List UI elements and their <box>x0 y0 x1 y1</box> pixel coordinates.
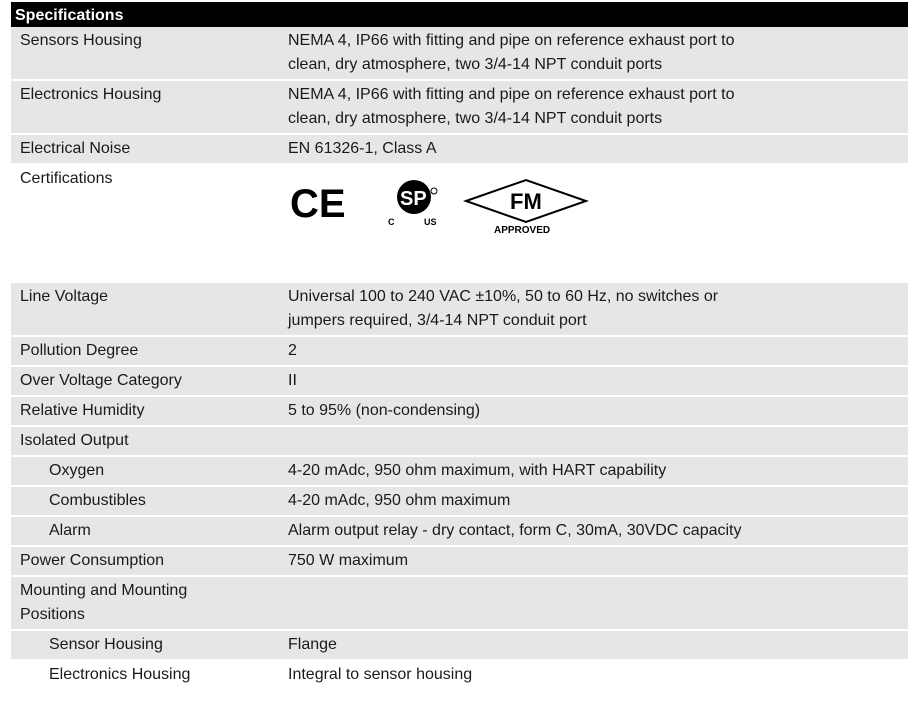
table-row <box>11 457 908 487</box>
row-label: Over Voltage Category <box>20 372 182 389</box>
certification-logos <box>288 177 908 235</box>
row-value <box>275 165 908 281</box>
row-value <box>275 577 908 629</box>
row-value: 5 to 95% (non-condensing) <box>288 402 481 419</box>
row-value: 750 W maximum <box>288 552 409 569</box>
ce-mark-icon <box>288 177 348 227</box>
row-value: NEMA 4, IP66 with fitting and pipe on reference exhaust port to clean, dry atmosphere, two 3/4-14 NPT conduit ports <box>288 86 735 127</box>
specifications-table <box>11 2 908 691</box>
row-label: Sensor Housing <box>49 636 163 653</box>
row-label: Electronics Housing <box>49 666 191 683</box>
row-value: 2 <box>288 342 297 359</box>
row-label: Oxygen <box>49 462 105 479</box>
svg-text:APPROVED: APPROVED <box>494 225 551 235</box>
table-row <box>11 577 908 631</box>
svg-text:C: C <box>388 217 395 227</box>
table-row <box>11 283 908 337</box>
row-label: Sensors Housing <box>20 32 142 49</box>
row-label: Electrical Noise <box>20 140 131 157</box>
row-value: Flange <box>288 636 337 653</box>
row-label: Mounting and Mounting Positions <box>20 582 188 623</box>
svg-text:CE: CE <box>290 182 346 226</box>
row-value <box>275 427 908 455</box>
svg-text:US: US <box>424 217 437 227</box>
row-label: Isolated Output <box>20 432 129 449</box>
row-label: Alarm <box>49 522 91 539</box>
table-row <box>11 487 908 517</box>
row-label: Relative Humidity <box>20 402 145 419</box>
table-row <box>11 27 908 81</box>
csa-mark-icon <box>376 177 456 233</box>
row-value: 4-20 mAdc, 950 ohm maximum, with HART capability <box>288 462 667 479</box>
row-value: EN 61326-1, Class A <box>288 140 437 157</box>
row-value: Alarm output relay - dry contact, form C, 30mA, 30VDC capacity <box>288 522 742 539</box>
row-value: NEMA 4, IP66 with fitting and pipe on reference exhaust port to clean, dry atmosphere, two 3/4-14 NPT conduit ports <box>288 32 735 73</box>
table-row <box>11 427 908 457</box>
fm-approved-icon <box>462 177 590 235</box>
table-row <box>11 81 908 135</box>
row-label: Pollution Degree <box>20 342 139 359</box>
row-label: Certifications <box>20 170 113 187</box>
table-header: Specifications <box>11 2 908 27</box>
row-label: Power Consumption <box>20 552 165 569</box>
row-value: 4-20 mAdc, 950 ohm maximum <box>288 492 511 509</box>
row-label: Combustibles <box>49 492 146 509</box>
table-row <box>11 661 908 691</box>
row-label: Electronics Housing <box>20 86 162 103</box>
row-value: Universal 100 to 240 VAC ±10%, 50 to 60 Hz, no switches or jumpers required, 3/4-14 NPT conduit port <box>288 288 719 329</box>
table-row <box>11 397 908 427</box>
table-row-certifications <box>11 165 908 283</box>
table-row <box>11 135 908 165</box>
row-value: Integral to sensor housing <box>288 666 473 683</box>
table-row <box>11 517 908 547</box>
table-row <box>11 337 908 367</box>
svg-text:FM: FM <box>510 189 542 214</box>
row-label: Line Voltage <box>20 288 109 305</box>
row-value: II <box>288 372 297 389</box>
svg-text:SP: SP <box>400 188 427 210</box>
table-row <box>11 631 908 661</box>
table-row <box>11 367 908 397</box>
table-row <box>11 547 908 577</box>
